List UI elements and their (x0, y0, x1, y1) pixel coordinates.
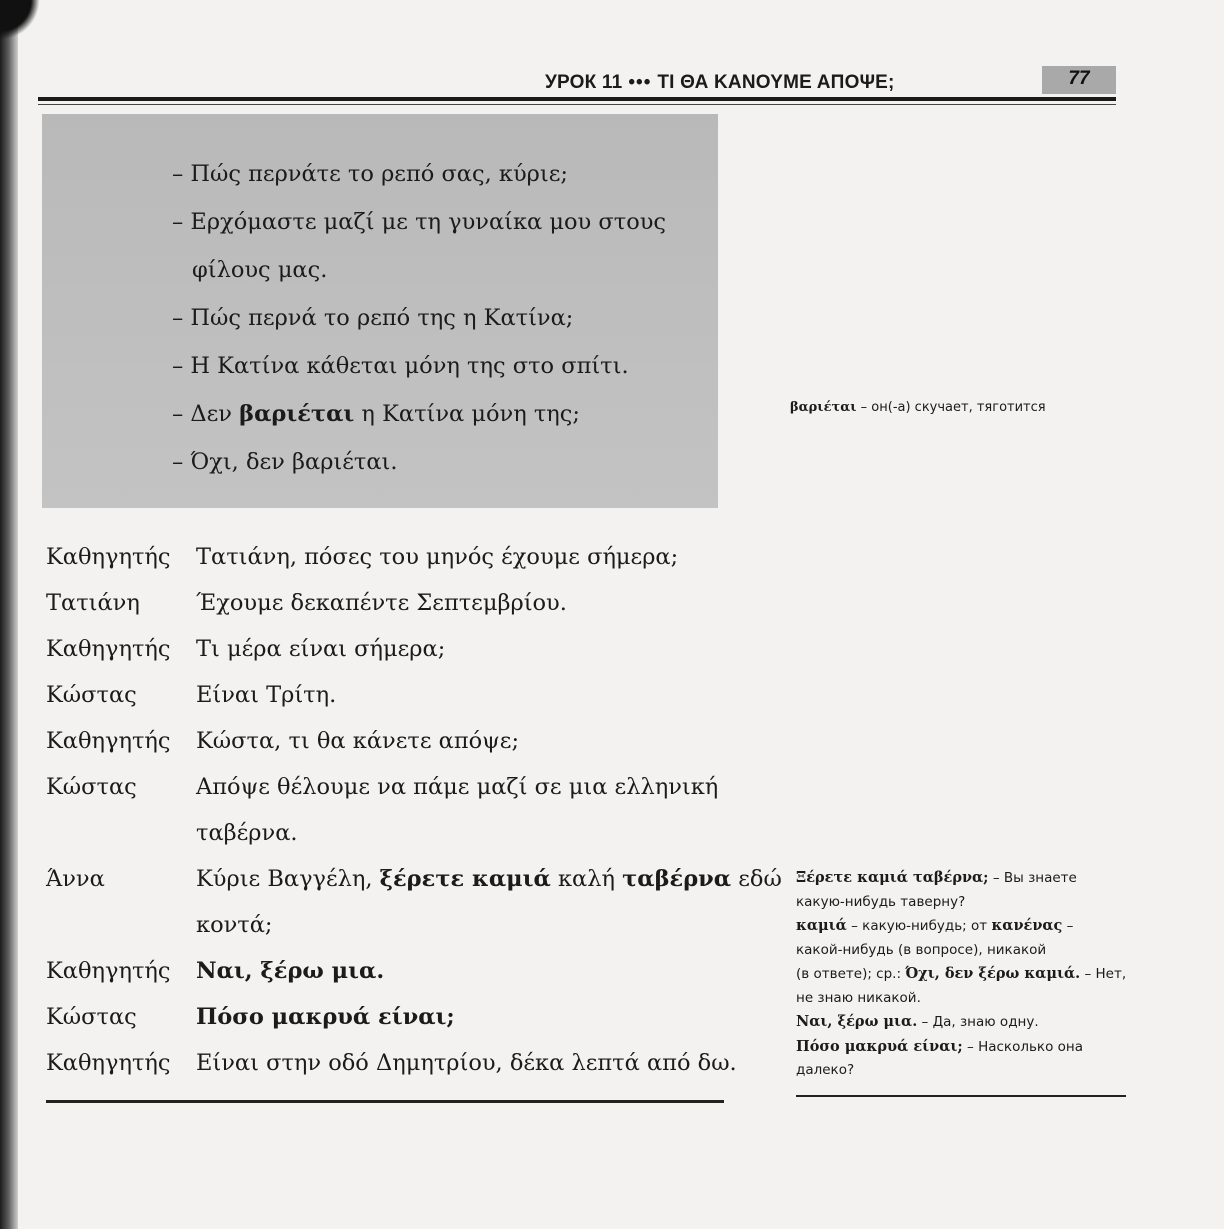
running-header (545, 66, 895, 100)
page-corner-shadow (0, 0, 40, 40)
speech-line: κοντά; (196, 912, 273, 938)
speaker-name: Καθηγητής (46, 636, 171, 662)
dialogue-row (46, 672, 726, 718)
lesson-label: УРОК 11 (545, 72, 623, 93)
speaker-name: Καθηγητής (46, 544, 171, 570)
box-line: – Ερχόμαστε μαζί με τη γυναίκα μου στους (172, 209, 667, 235)
header-rule (38, 97, 1116, 101)
speech-text (196, 672, 726, 718)
speech-line: Είναι Τρίτη. (196, 682, 337, 708)
speech-line: ταβέρνα. (196, 820, 298, 846)
note-line: (в ответе); ср.: Όχι, δεν ξέρω καμιά. – Нет, (796, 965, 1127, 982)
speech-line: Τατιάνη, πόσες του μηνός έχουμε σήμερα; (196, 544, 679, 570)
speech-line: Ναι, ξέρω μια. (196, 958, 385, 984)
speech-text (196, 534, 726, 580)
speech-text (196, 948, 726, 994)
box-line: – Η Κατίνα κάθεται μόνη της στο σπίτι. (172, 353, 629, 379)
speech-text (196, 856, 782, 948)
note-line: Ναι, ξέρω μια. – Да, знаю одну. (796, 1013, 1039, 1030)
lesson-title: ΤΙ ΘΑ ΚΑΝΟΥΜΕ ΑΠΟΨΕ; (657, 72, 895, 93)
speech-line: Τι μέρα είναι σήμερα; (196, 636, 446, 662)
gloss-term: βαριέται (790, 400, 857, 415)
speech-line: Έχουμε δεκαπέντε Σεπτεμβρίου. (196, 590, 567, 616)
note-line: не знаю никакой. (796, 989, 921, 1006)
header-dots: ••• (628, 72, 652, 93)
page-edge-shadow (0, 0, 18, 1229)
dialogue-row (46, 1040, 737, 1086)
speaker-name: Άννα (46, 866, 105, 892)
box-line: φίλους μας. (192, 257, 328, 283)
margin-gloss-variétai (790, 400, 1120, 415)
speech-line: Κύριε Βαγγέλη, ξέρετε καμιά καλή ταβέρνα εδώ (196, 866, 782, 892)
note-line: далеко? (796, 1062, 855, 1078)
speaker-name: Τατιάνη (46, 590, 140, 616)
box-line: – Όχι, δεν βαριέται. (172, 449, 398, 475)
speech-text (196, 764, 726, 856)
speech-text (196, 718, 726, 764)
note-line: Πόσο μακρυά είναι; – Насколько она (796, 1037, 1083, 1055)
speech-line: Είναι στην οδό Δημητρίου, δέκα λεπτά από δω. (196, 1050, 737, 1076)
margin-bottom-rule (796, 1095, 1126, 1097)
speech-text (196, 994, 726, 1040)
note-line: какой-нибудь (в вопросе), никакой (796, 941, 1047, 958)
dialogue-row (46, 534, 726, 580)
dialogue-row (46, 626, 726, 672)
speaker-name: Καθηγητής (46, 1050, 171, 1076)
note-line: какую-нибудь таверну? (796, 893, 966, 910)
speech-line: Πόσο μακρυά είναι; (196, 1004, 455, 1030)
speech-text (196, 580, 726, 626)
note-line: Ξέρετε καμιά ταβέρνα; – Вы знаете (796, 869, 1077, 886)
margin-vocabulary-note (796, 866, 1126, 1083)
speaker-name: Καθηγητής (46, 958, 171, 984)
note-line: καμιά – какую-нибудь; от κανένας – (796, 917, 1074, 934)
speech-line: Κώστα, τι θα κάνετε απόψε; (196, 728, 520, 754)
speaker-name: Κώστας (46, 682, 137, 708)
box-line: – Πώς περνά το ρεπό της η Κατίνα; (172, 305, 574, 331)
speaker-name: Καθηγητής (46, 728, 171, 754)
speech-text (196, 626, 726, 672)
speaker-name: Κώστας (46, 1004, 137, 1030)
dialogue-row (46, 994, 726, 1040)
dialogue (46, 534, 782, 1086)
header-rule-thin (38, 104, 1116, 105)
page-number: 77 (1042, 66, 1116, 94)
speech-line: Απόψε θέλουμε να πάμε μαζί σε μια ελληνική (196, 774, 719, 800)
dialogue-row (46, 580, 726, 626)
dialogue-row (46, 718, 726, 764)
dialogue-row (46, 948, 726, 994)
speaker-name: Κώστας (46, 774, 137, 800)
example-box-lines (172, 150, 712, 486)
box-line: – Δεν βαριέται η Κατίνα μόνη της; (172, 401, 580, 427)
gloss-text: – он(-а) скучает, тяготится (856, 400, 1046, 415)
dialogue-row (46, 856, 782, 948)
box-line: – Πώς περνάτε το ρεπό σας, κύριε; (172, 161, 568, 187)
dialogue-row (46, 764, 726, 856)
speech-text (196, 1040, 737, 1086)
dialogue-bottom-rule (46, 1100, 724, 1103)
